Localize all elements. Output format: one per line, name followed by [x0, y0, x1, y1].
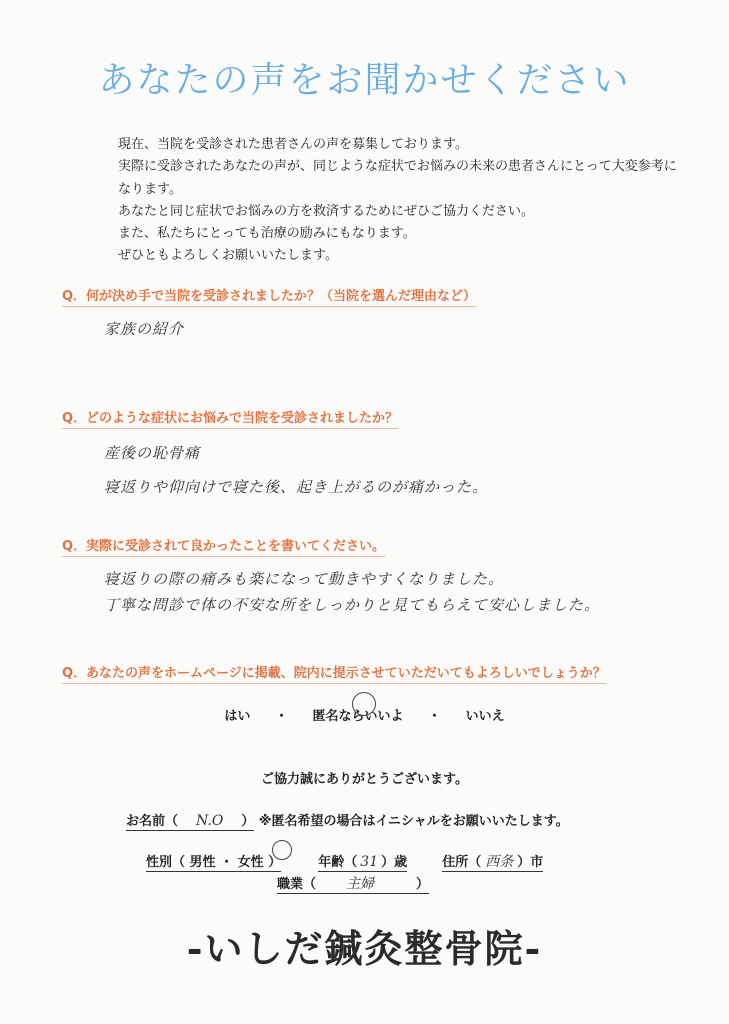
answer-good-1: 寝返りの際の痛みも楽になって動きやすくなりました。	[104, 570, 505, 588]
job-close: ）	[416, 877, 430, 892]
job-field[interactable]	[277, 877, 429, 894]
choice-separator: ・	[274, 709, 288, 724]
choice-separator: ・	[428, 709, 442, 724]
clinic-name: -いしだ鍼灸整骨院-	[186, 926, 543, 971]
job-label: 職業（	[277, 877, 317, 892]
answer-symptoms-2: 寝返りや仰向けで寝た後、起き上がるのが痛かった。	[104, 478, 489, 496]
intro-line: 現在、当院を受診された患者さんの声を募集しております。	[118, 137, 468, 152]
gender-close: ）	[268, 855, 282, 870]
address-field[interactable]	[442, 855, 543, 872]
profile-row	[146, 851, 543, 871]
gender-field[interactable]	[146, 855, 281, 872]
age-value: 31	[360, 854, 379, 870]
choice-no[interactable]: いいえ	[465, 709, 505, 724]
question-reason: Q．何が決め手で当院を受診されましたか？（当院を選んだ理由など）	[62, 285, 476, 307]
age-field[interactable]	[318, 855, 407, 872]
answer-reason: 家族の紹介	[104, 320, 185, 338]
name-field[interactable]	[126, 814, 254, 831]
choice-anonymous[interactable]: 匿名ならいいよ	[312, 709, 404, 724]
gender-female: 女性	[237, 855, 264, 870]
answer-good-2: 丁寧な問診で体の不安な所をしっかりと見てもらえて安心しました。	[104, 596, 601, 614]
name-row	[126, 810, 569, 829]
address-suffix: ）市	[517, 855, 544, 870]
gender-circle-mark	[272, 840, 292, 860]
gender-dot: ・	[220, 855, 234, 870]
intro-line: また、私たちにとっても治療の励みにもなります。	[118, 226, 416, 242]
intro-line: なります。	[118, 181, 182, 197]
answer-symptoms-1: 産後の恥骨痛	[104, 444, 201, 462]
selection-circle-mark	[352, 692, 376, 716]
intro-text	[118, 134, 698, 268]
choice-yes[interactable]: はい	[224, 709, 251, 724]
job-value: 主婦	[346, 876, 375, 892]
intro-line: あなたと同じ症状でお悩みの方を救済するためにぜひご協力ください。	[118, 203, 535, 219]
age-label: 年齢（	[318, 855, 358, 870]
thanks-text: ご協力誠にありがとうございます。	[261, 772, 468, 787]
intro-line: ぜひともよろしくお願いいたします。	[118, 248, 338, 264]
name-note: ※匿名希望の場合はイニシャルをお願いいたします。	[258, 814, 569, 829]
name-value: N.O	[196, 813, 224, 829]
address-label: 住所（	[442, 855, 482, 870]
page-title: あなたの声をお聞かせください	[98, 60, 631, 101]
age-suffix: ）歳	[381, 855, 408, 870]
question-symptoms: Q．どのような症状にお悩みで当院を受診されましたか？	[62, 407, 398, 429]
name-label: お名前（	[126, 814, 179, 829]
name-close: ）	[241, 814, 255, 829]
gender-label: 性別（	[146, 855, 186, 870]
intro-line: 実際に受診されたあなたの声が、同じような症状でお悩みの未来の患者さんにとって大変参考に	[118, 159, 677, 175]
gender-male: 男性	[189, 855, 216, 870]
question-good-points: Q．実際に受診されて良かったことを書いてください。	[62, 535, 385, 557]
job-row	[277, 873, 429, 893]
question-consent: Q．あなたの声をホームページに掲載、院内に提示させていただいてもよろしいでしょうか？	[62, 662, 606, 684]
address-value: 西条	[485, 854, 514, 870]
